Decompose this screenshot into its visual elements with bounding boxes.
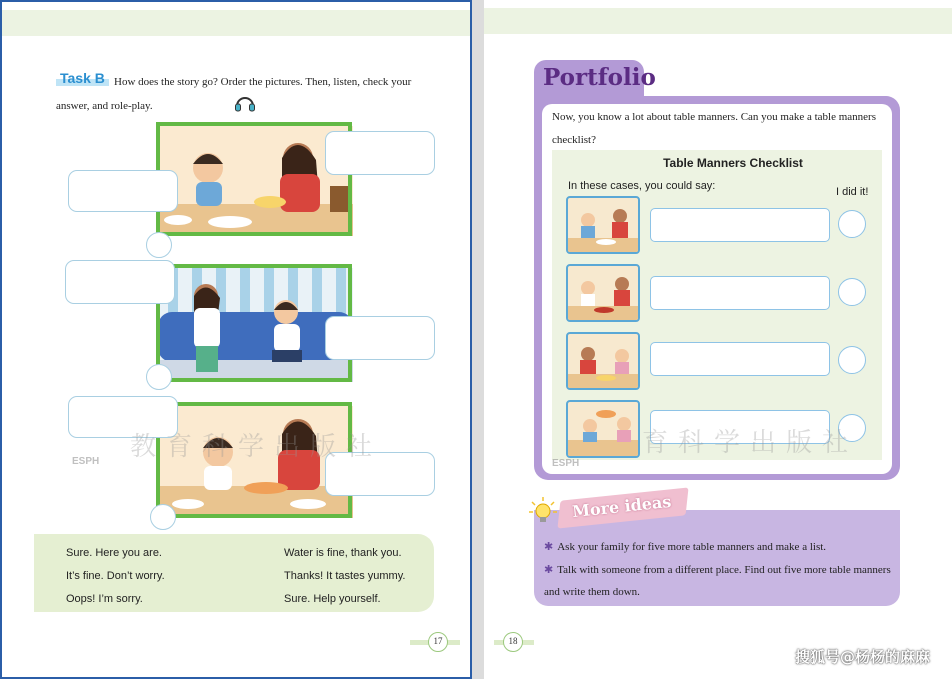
phrase-r2: Thanks! It tastes yummy. — [284, 570, 406, 582]
portfolio-title: Portfolio — [543, 64, 656, 91]
more-ideas-label: More ideas — [571, 491, 673, 522]
watermark-right: 育科学出版社 — [642, 428, 859, 458]
phrase-l2: It’s fine. Don’t worry. — [66, 570, 165, 582]
checklist-check-1[interactable] — [838, 210, 866, 238]
watermark-logo-right: ESPH — [552, 458, 580, 469]
speech-bubble-1a[interactable] — [325, 131, 435, 175]
page-header-band — [2, 10, 470, 36]
page-number-17: 17 — [428, 632, 448, 652]
watermark-left: 教育科学出版社 — [130, 432, 383, 462]
order-circle-1[interactable] — [146, 232, 172, 258]
page-number-18: 18 — [503, 632, 523, 652]
lightbulb-icon — [528, 496, 558, 526]
checklist-thumb-1 — [566, 196, 640, 254]
checklist-thumb-2 — [566, 264, 640, 322]
source-credit: 搜狐号@杨杨的麻麻 — [794, 648, 930, 666]
speech-bubble-2b[interactable] — [325, 316, 435, 360]
phrase-l3: Oops! I’m sorry. — [66, 593, 143, 605]
checklist-thumb-4 — [566, 400, 640, 458]
cases-label: In these cases, you could say: — [568, 180, 716, 192]
checklist-check-3[interactable] — [838, 346, 866, 374]
speech-bubble-2a[interactable] — [65, 260, 175, 304]
portfolio-intro: Now, you know a lot about table manners. Can you make a table manners checklist? — [552, 111, 877, 146]
order-circle-2[interactable] — [146, 364, 172, 390]
checklist-title: Table Manners Checklist — [663, 156, 803, 170]
did-it-label: I did it! — [836, 186, 869, 198]
headphones-icon[interactable] — [234, 94, 256, 112]
checklist-thumb-3 — [566, 332, 640, 390]
checklist-input-2[interactable] — [650, 276, 830, 310]
story-picture-1 — [158, 126, 353, 236]
checklist-check-2[interactable] — [838, 278, 866, 306]
phrase-r1: Water is fine, thank you. — [284, 547, 402, 559]
speech-bubble-1b[interactable] — [68, 170, 178, 212]
more-idea-1: ✱ Ask your family for five more table manners and make a list. — [544, 541, 827, 553]
task-label: Task B — [56, 70, 109, 86]
phrase-r3: Sure. Help yourself. — [284, 593, 381, 605]
checklist-input-1[interactable] — [650, 208, 830, 242]
watermark-logo-left: ESPH — [72, 456, 100, 467]
page-header-band-right — [484, 8, 952, 34]
more-idea-2: ✱ Talk with someone from a different place. Find out five more table manners and write them down. — [544, 564, 891, 598]
task-instruction: How does the story go? Order the pictures. Then, listen, check your answer, and role-play. — [56, 76, 412, 112]
phrase-l1: Sure. Here you are. — [66, 547, 162, 559]
checklist-input-3[interactable] — [650, 342, 830, 376]
story-picture-2 — [158, 268, 353, 382]
order-circle-3[interactable] — [150, 504, 176, 530]
